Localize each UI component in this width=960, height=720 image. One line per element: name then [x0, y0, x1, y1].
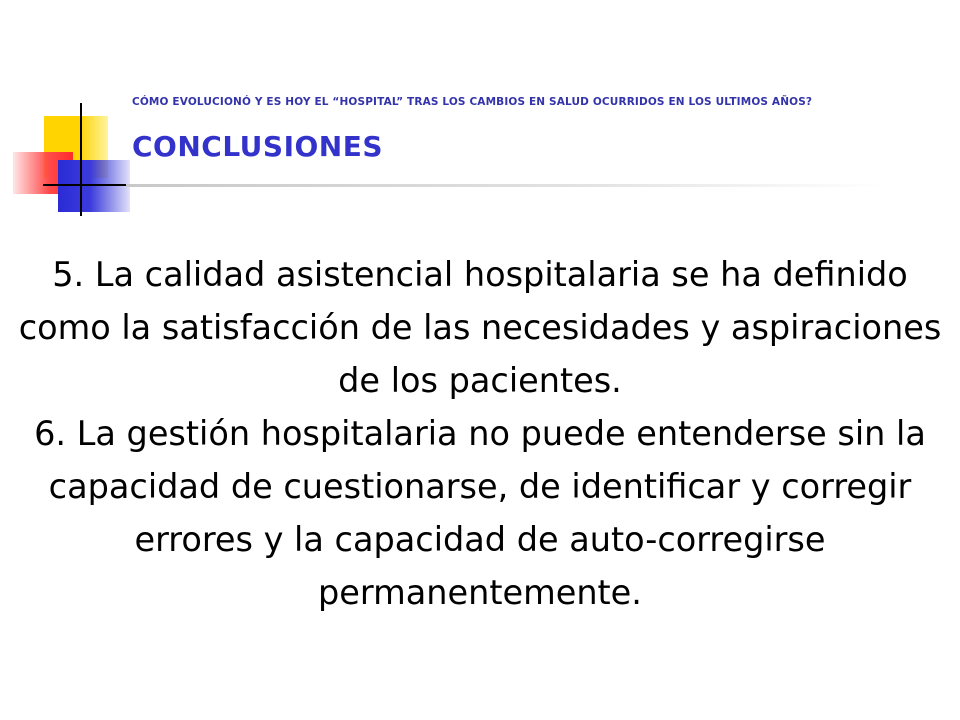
logo-horizontal-line — [43, 184, 133, 186]
slide-title: CONCLUSIONES — [132, 130, 384, 163]
block-logo-icon — [0, 0, 140, 230]
logo-blue-square — [58, 160, 130, 212]
conclusion-paragraph-6: 6. La gestión hospitalaria no puede entenderse sin la capacidad de cuestionarse, de identificar y corregir errores y la capacidad de auto-corregirse permanentemente. — [34, 414, 926, 612]
title-divider — [126, 184, 886, 187]
logo-vertical-line — [80, 103, 82, 216]
slide-body — [10, 248, 950, 619]
slide-subtitle: CÓMO EVOLUCIONÓ Y ES HOY EL “HOSPITAL” TRAS LOS CAMBIOS EN SALUD OCURRIDOS EN LOS ULTIMOS AÑOS? — [132, 96, 813, 108]
conclusion-paragraph-5: 5. La calidad asistencial hospitalaria se ha definido como la satisfacción de las necesidades y aspiraciones de los pacientes. — [18, 255, 942, 400]
